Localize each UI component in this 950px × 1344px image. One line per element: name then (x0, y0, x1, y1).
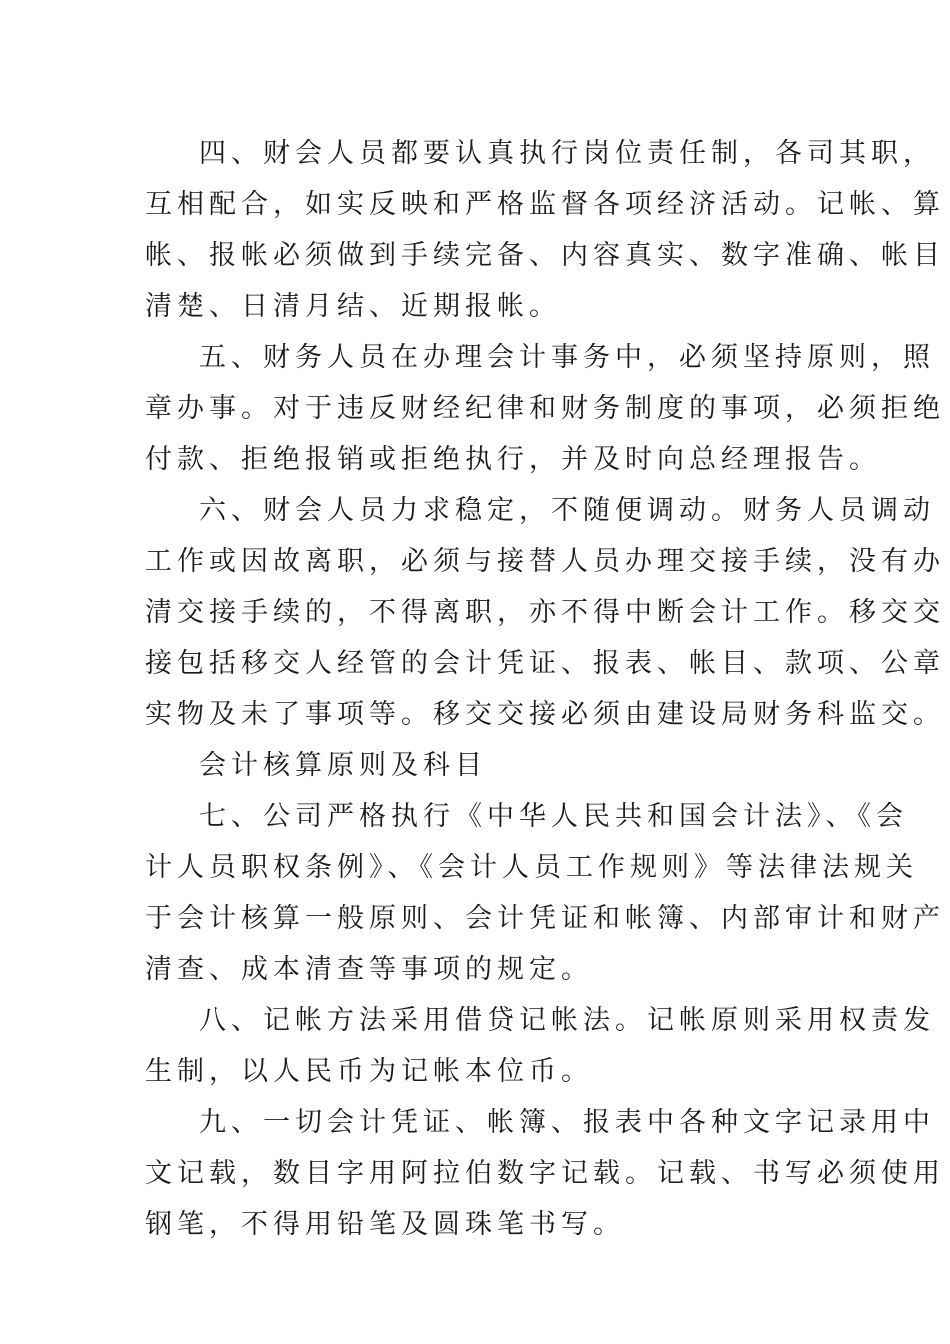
text-line: 文记载，数目字用阿拉伯数字记载。记载、书写必须使用 (145, 1158, 945, 1189)
text-line: 互相配合，如实反映和严格监督各项经济活动。记帐、算 (145, 189, 945, 220)
paragraph-9 (145, 1097, 945, 1250)
text-line: 九、一切会计凭证、帐簿、报表中各种文字记录用中 (199, 1107, 935, 1138)
text-line: 七、公司严格执行《中华人民共和国会计法》、《会 (199, 801, 908, 832)
text-line: 钢笔，不得用铅笔及圆珠笔书写。 (145, 1209, 625, 1240)
document-body (145, 128, 945, 1250)
paragraph-7 (145, 791, 945, 995)
text-line: 五、财务人员在办理会计事务中，必须坚持原则，照 (199, 342, 935, 373)
text-line: 八、记帐方法采用借贷记帐法。记帐原则采用权责发 (199, 1005, 935, 1036)
text-line: 四、财会人员都要认真执行岗位责任制，各司其职， (199, 138, 935, 169)
text-line: 付款、拒绝报销或拒绝执行，并及时向总经理报告。 (145, 444, 881, 475)
paragraph-8 (145, 995, 935, 1097)
text-line: 于会计核算一般原则、会计凭证和帐簿、内部审计和财产 (145, 903, 945, 934)
text-line: 清楚、日清月结、近期报帐。 (145, 291, 561, 322)
text-line: 实物及未了事项等。移交交接必须由建设局财务科监交。 (145, 699, 945, 730)
text-line: 清查、成本清查等事项的规定。 (145, 954, 593, 985)
paragraph-5 (145, 332, 945, 485)
section-heading-text: 会计核算原则及科目 (199, 750, 487, 781)
text-line: 接包括移交人经管的会计凭证、报表、帐目、款项、公章 (145, 648, 945, 679)
text-line: 清交接手续的，不得离职，亦不得中断会计工作。移交交 (145, 597, 945, 628)
paragraph-6 (145, 485, 945, 740)
text-line: 工作或因故离职，必须与接替人员办理交接手续，没有办 (145, 546, 945, 577)
text-line: 六、财会人员力求稳定，不随便调动。财务人员调动 (199, 495, 935, 526)
section-heading (145, 740, 805, 791)
paragraph-4 (145, 128, 945, 332)
text-line: 计人员职权条例》、《会计人员工作规则》等法律法规关 (145, 852, 918, 883)
text-line: 章办事。对于违反财经纪律和财务制度的事项，必须拒绝 (145, 393, 945, 424)
text-line: 帐、报帐必须做到手续完备、内容真实、数字准确、帐目 (145, 240, 945, 271)
text-line: 生制，以人民币为记帐本位币。 (145, 1056, 593, 1087)
